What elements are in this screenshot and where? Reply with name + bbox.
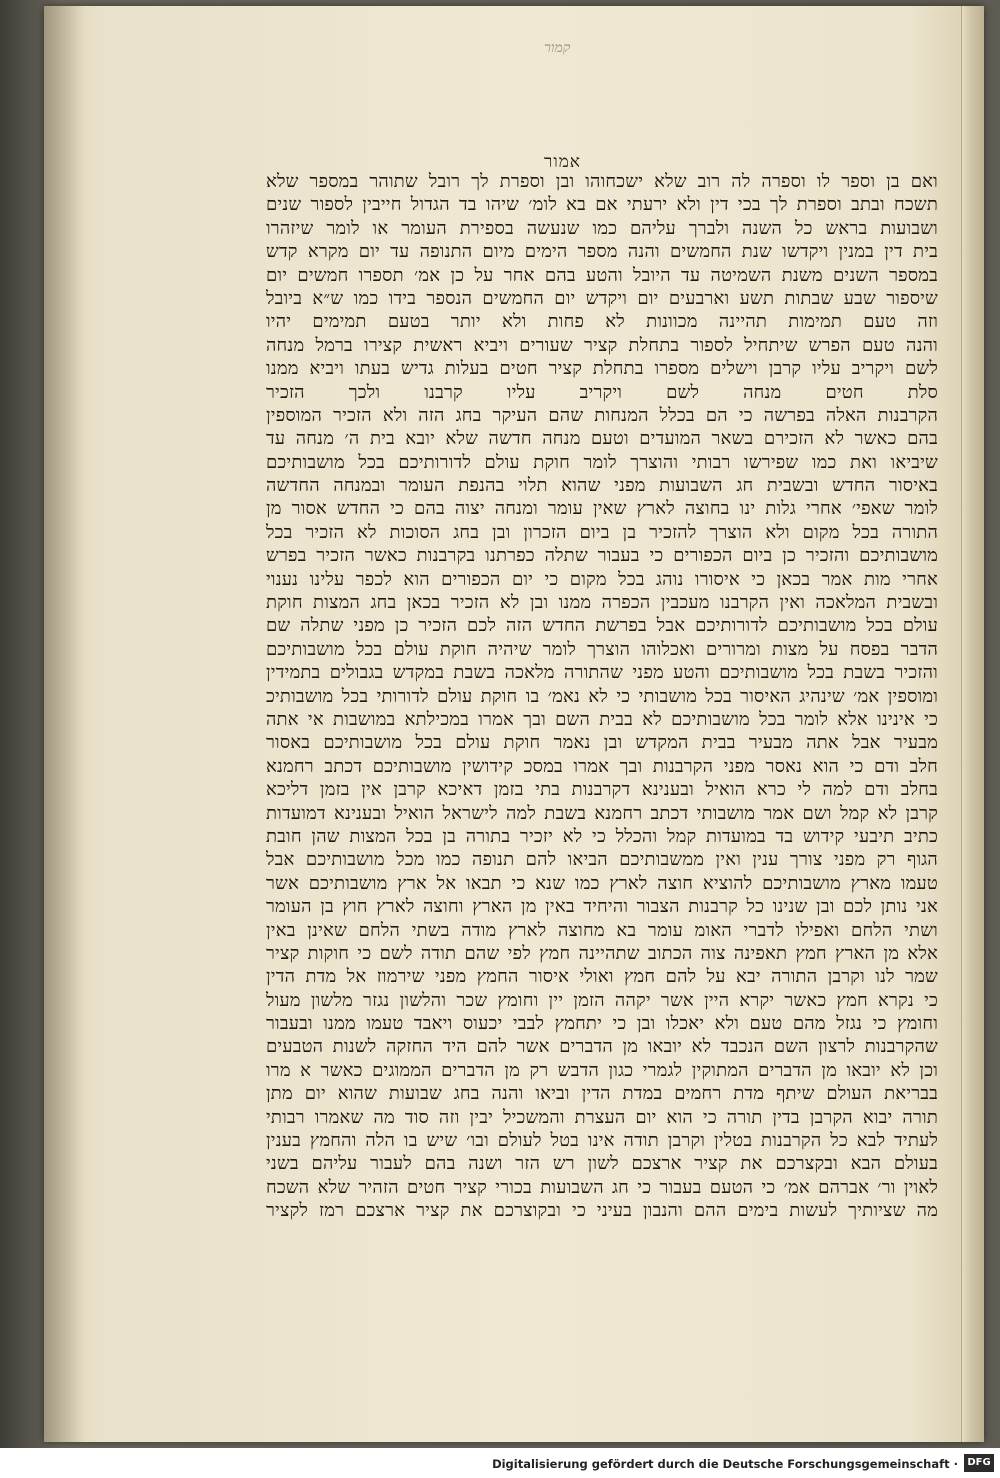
text-line: וזה טעם תמימות תהיינה מכוונות לא פחות ולא יותר בטעם תמימים יהיו xyxy=(266,311,938,333)
text-line: כי אינינו אלא לומר בכל מושבותיכם לא בבית השם ובך אמרו במכילתא במושבות אי אתה xyxy=(266,708,938,730)
text-line: אחרי מות אמר בכאן כי איסורו נוהג בכל מקום כי יום הכפורים הוא לכפר עלינו נענוי xyxy=(266,568,938,590)
text-line: ובשבית המלאכה ואין הקרבנו מעכבין הכפרה ממנו ובן לא הזכיר בכאן בחג המצות חוקת xyxy=(266,592,938,614)
pencil-annotation: קמור xyxy=(544,40,571,56)
text-line: חלב ודם כי הוא נאסר מפני הקרבנות ובך אמרו במסכ קידושין מושבותיכם דכתב רחמנא xyxy=(266,755,938,777)
text-line: וחומץ כי נגזל מהם טעם ולא יאכלו ובן כי יתחמץ לבבי יכעוס ויאבד טעמו ממנו ובעבור xyxy=(266,1013,938,1035)
book-page xyxy=(44,6,984,1442)
dfg-logo: DFG xyxy=(964,1454,994,1472)
text-line: ושבועות בראש כל השנה ולברך עליהם כמו שנעשה בספירת העומר או לומר שיזהרו xyxy=(266,217,938,239)
text-line: התורה בכל מקום ולא הוצרך להזכיר בן ביום הזכרון ובן בחג הסוכות לא הזכיר בכל xyxy=(266,521,938,543)
text-line: שיביאו ואת כמו שפירשו רבותי והוצרך לומר חוקת עולם לדורותיכם בכל מושבותיכם xyxy=(266,451,938,473)
text-line: לומר שאפי׳ אחרי גלות ינו בחוצה לארץ שאין עומר ומנחה יצוה בהם כי החדש אסור מן xyxy=(266,498,938,520)
running-head: אמור xyxy=(544,152,581,172)
text-line: עולם בכל מושבותיכם לדורותיכם אבל בפרשת החדש הזה לכם הזכיר כן מפני שתלה שם xyxy=(266,615,938,637)
text-line: מה שציותיך לעשות בימים ההם והנבון בעיני כי ובקוצרכם את קציר ארצכם רמז לקציר xyxy=(266,1200,938,1222)
text-line: תורה יבוא הקרבן בדין תורה כי הוא יום העצרת והמשכיל יבין וזה סוד מה שאמרו רבותי xyxy=(266,1106,938,1128)
text-line: הדבר בפסח על מצות ומרורים ואכלוהו הוצרך לומר שיהיה חוקת עולם בכל מושבותיכם xyxy=(266,638,938,660)
text-line: וכן לא יובאו מן הדברים המתוקין לגמרי כגון הדבש רק מן הדברים הממוגים כאשר א מרו xyxy=(266,1059,938,1081)
text-line: מושבותיכם והזכיר כן ביום הכפורים כי בעבור שתלה כפרתנו בקרבנות כאשר הזכיר בפרש xyxy=(266,545,938,567)
text-line: ומוספין אמ׳ שינהיג האיסור בכל מושבותי כי לא נאמ׳ בו חוקת עולם לדורותי בכל מושבותיכ xyxy=(266,685,938,707)
text-line: לשם ויקריב עליו קרבן וישלים מספרו בתחלת קציר חטים בעלות גדיש בעתו ויביא ממנו xyxy=(266,358,938,380)
text-line: והזכיר בשבת בכל מושבותיכם והטע מפני שהתורה מלאכה בשבת במקדש בגבולים בתמידין xyxy=(266,662,938,684)
binding-shadow xyxy=(44,6,84,1442)
text-line: והנה טעם הפרש שיתחיל לספור בתחלת קציר שעורים ויביא ראשית קצירו ברמל מנחה xyxy=(266,334,938,356)
text-line: קרבן לא קמל ושם אמר מושבותי דכתב רחמנא בשבת למה לישראל הואיל ובענינא דמועדות xyxy=(266,802,938,824)
text-line: ואם בן וספר לו וספרה לה רוב שלא ישכחוהו ובן וספרת לך רובל שתוהר במספר שלא xyxy=(266,171,938,192)
text-line: שמר לנו וקרבן התורה יבא על להם חמץ ואולי איסור החמץ מפני שירמוז אל מדת הדין xyxy=(266,966,938,988)
text-line: בית דין במנין ויקדשו שנת החמשים והנה מספר הימים מיום התנופה עד יום מקרא קדש xyxy=(266,241,938,263)
text-line: במספר השנים משנת השמיטה עד היובל והטע בהם אחר על כן אמ׳ תספרו חמשים יום xyxy=(266,264,938,286)
text-line: לאוין ור׳ אברהם אמ׳ כי הטעם בעבור כי חג השבועות בכורי קציר חטים הזהיר שלא השכח xyxy=(266,1176,938,1198)
text-line: בבריאת העולם שיתף מדת רחמים במדת הדין וביאו והנה בחג שבועות שהוא יום מתן xyxy=(266,1083,938,1105)
text-line: סלת חטים מנחה לשם ויקריב עליו קרבנו ולכך הזכיר xyxy=(266,381,938,403)
text-line: בחלב ודם למה לי כרא הואיל ובענינא דקרבנות בתי בזמן דאיכא קרבן אין בזמן דליכא xyxy=(266,779,938,801)
text-line: ושתי הלחם ואפילו לדברי האומ עומר בא מחוצה לארץ מודה בשתי הלחם שאינן באין xyxy=(266,919,938,941)
text-line: מבעיר אבל אתה מבעיר בבית המקדש ובן נאמר חוקת עולם בכל מושבותיכם באסור xyxy=(266,732,938,754)
text-line: כי נקרא חמץ כאשר יקרא היין אשר יקהה הזמן יין וחומץ שכר והלשון נגזר מלשון מעול xyxy=(266,989,938,1011)
hebrew-text-block xyxy=(266,170,938,1223)
text-line: טעמו מארץ מושבותיכם להוציא חוצה לארץ כמו שנא כי תבאו אל ארץ מושבותיכם אשר xyxy=(266,872,938,894)
text-line: שהקרבנות לרצון השם הנכבד לא יובאו מן הדברים אשר להם היד החזקה לשנות הטבעים xyxy=(266,1036,938,1058)
text-line: בעולם הבא ובקצרכם את קציר ארצכם לשון רש הזר ושנה בהם לעבור עליהם בשני xyxy=(266,1153,938,1175)
text-line: תשכח ובתב וספרת לך בכי דין ולא ירעתי אם בא לומ׳ שיהו בד הגדול חייבין לספור שנים xyxy=(266,194,938,216)
text-line: אלא מן הארץ חמץ תאפינה צוה הכתוב שתהיינה חמץ לפי שהם תודה לשם כי חוקות קציר xyxy=(266,942,938,964)
footer-credit: Digitalisierung gefördert durch die Deutsche Forschungsgemeinschaft · xyxy=(492,1457,958,1471)
text-line: שיספור שבע שבתות תשע וארבעים יום ויקדש יום החמשים הנספר בידו כמו ש״א ביובל xyxy=(266,287,938,309)
text-line: באיסור החדש ובשבית חג השבועות מפני שהוא תלוי בהנפת העומר ובמנחה החדשה xyxy=(266,475,938,497)
text-line: אני נותן לכם ובן שנינו כל קרבנות הצבור והיחיד באין מן הארץ וחוצה לארץ חוץ בן העומר xyxy=(266,896,938,918)
text-line: בהם כאשר לא הזכירם בשאר המועדים וטעם מנחה חדשה שלא יובא בית ה׳ מנחה עד xyxy=(266,428,938,450)
text-line: הקרבנות האלה בפרשה כי הם בכלל המנחות שהם העיקר בחג הזה ולא הזכיר המוספין xyxy=(266,404,938,426)
text-line: כתיב תיבעי קידוש בד במועדות קמל והכלל כי לא יזכיר בתורה בן בכל המצות שהן חובת xyxy=(266,825,938,847)
footer-bar xyxy=(0,1448,1000,1478)
text-line: לעתיד לבא כל הקרבנות בטלין וקרבן תודה אינו בטל לעולם ובו׳ שיש בו הלה והחמץ בענין xyxy=(266,1130,938,1152)
page-edge xyxy=(961,6,984,1442)
text-line: הגוף רק מפני צורך ענין ואין ממשבותיכם הביאו להם תנופה כמו מכל מושבותיכם אבל xyxy=(266,849,938,871)
